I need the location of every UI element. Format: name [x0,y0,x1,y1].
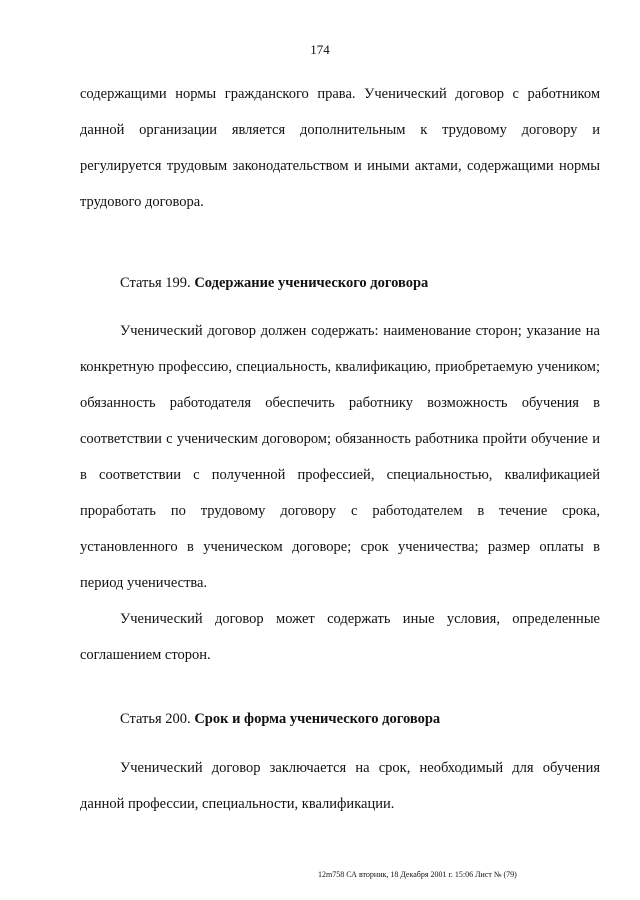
article-200-body [80,750,600,822]
intro-paragraph [80,76,600,220]
article-200-paragraph-1: Ученический договор заключается на срок, необходимый для обучения данной профессии, специальности, квалификации. [80,760,600,812]
article-200-heading [120,701,600,737]
article-199-heading [120,265,600,301]
article-199-paragraph-1: Ученический договор должен содержать: наименование сторон; указание на конкретную профессию, специальность, квалификацию, приобретаемую учеником; обязанность работодателя обеспечить работнику возможность обучения в соответствии с ученическим договором; обязанность работника пройти обучение и в соответствии с полученной профессией, специальностью, квалификацией проработать по трудовому договору с работодателем в течение срока, установленного в ученическом договоре; срок ученичества; размер оплаты в период ученичества. [80,323,600,591]
intro-paragraph-text: содержащими нормы гражданского права. Ученический договор с работником данной организации является дополнительным к трудовому договору и регулируется трудовым законодательством и иными актами, содержащими нормы трудового договора. [80,86,600,210]
article-199-body [80,313,600,673]
article-200-title: Срок и форма ученического договора [194,711,441,727]
article-199-paragraph-2: Ученический договор может содержать иные условия, определенные соглашением сторон. [80,611,600,663]
article-200-label: Статья 200. [120,711,191,727]
article-199-label: Статья 199. [120,275,191,291]
page-footer: 12m758 СА вторник, 18 Декабря 2001 г. 15:06 Лист № (79) [318,870,517,879]
article-199-title: Содержание ученического договора [194,275,429,291]
page-number: 174 [310,42,330,57]
